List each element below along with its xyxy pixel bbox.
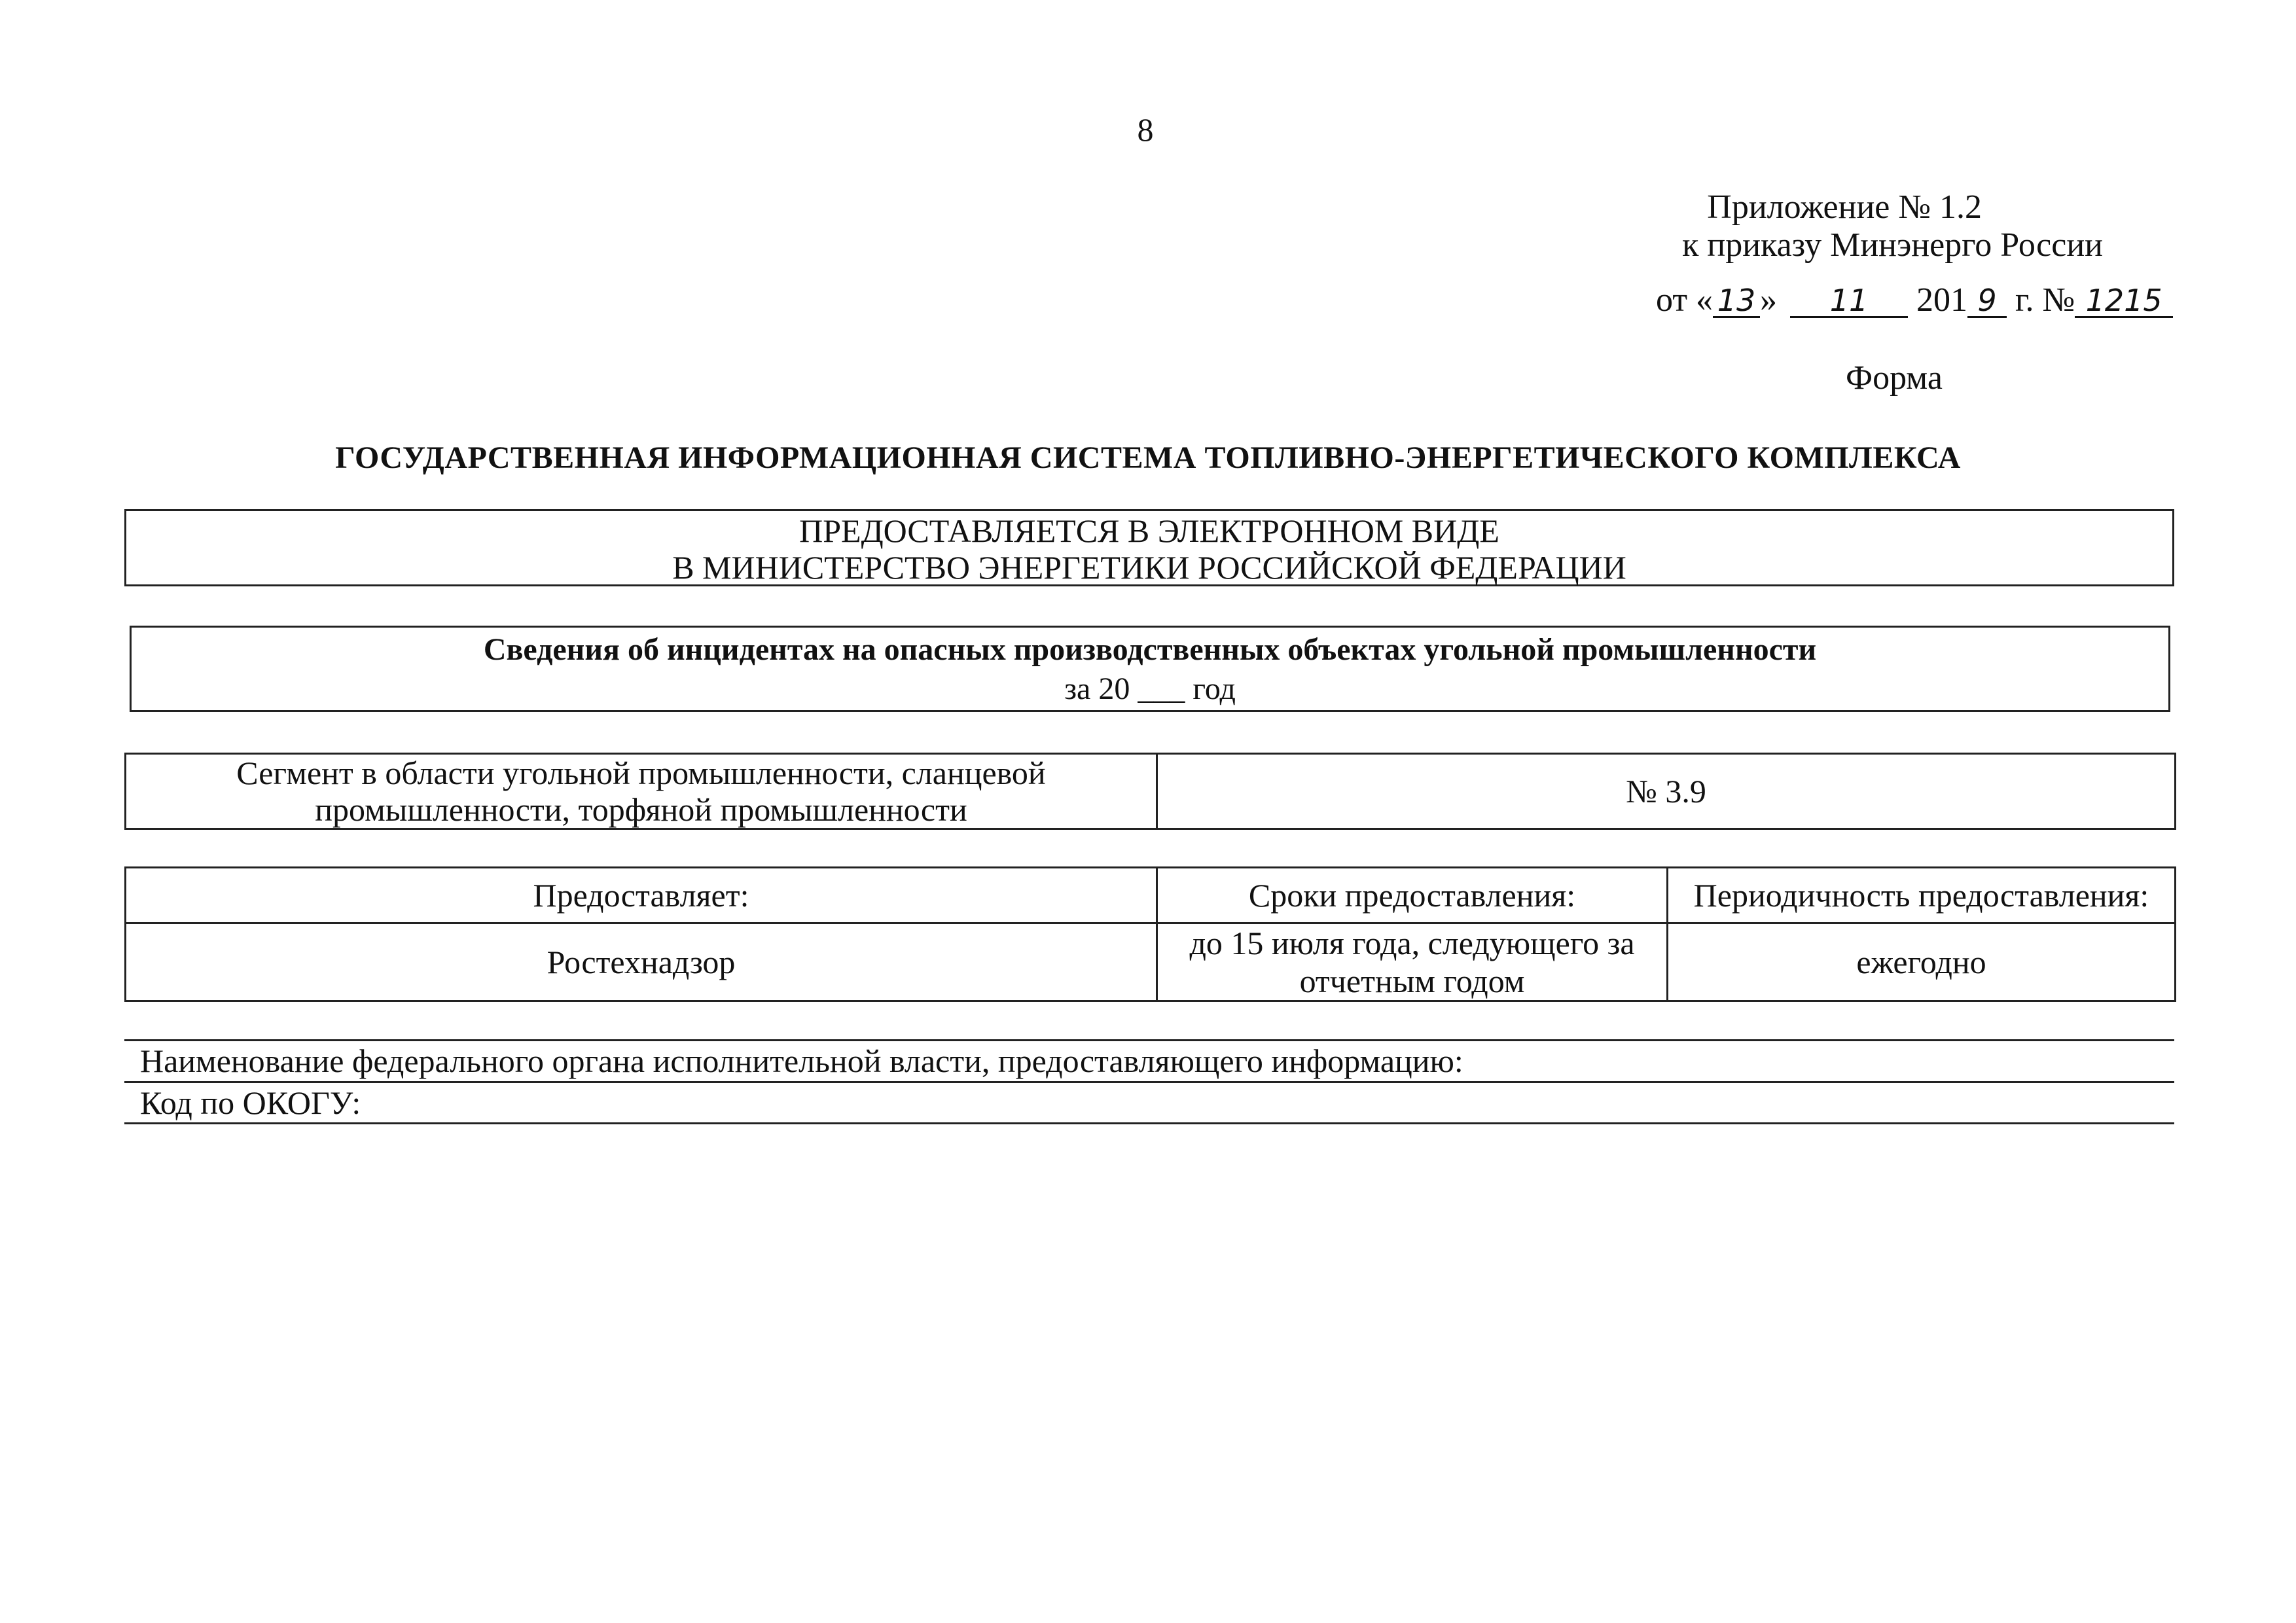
order-year-prefix: 201 xyxy=(1916,281,1968,319)
agency-name-label: Наименование федерального органа исполнительной власти, предоставляющего информацию: xyxy=(140,1043,1463,1079)
header-deadline: Сроки предоставления: xyxy=(1157,868,1668,923)
agency-name-field xyxy=(124,1039,2174,1082)
provision-table xyxy=(124,866,2176,1002)
page-number: 8 xyxy=(1137,111,1154,148)
form-label: Форма xyxy=(1846,359,1943,397)
order-quote-close: » xyxy=(1760,281,1778,319)
header-provider: Предоставляет: xyxy=(126,868,1157,923)
order-number-handwritten: 1215 xyxy=(2075,285,2173,318)
electronic-box-line1: ПРЕДОСТАВЛЯЕТСЯ В ЭЛЕКТРОННОМ ВИДЕ xyxy=(799,512,1499,549)
order-day-handwritten: 13 xyxy=(1713,285,1760,318)
main-title: ГОСУДАРСТВЕННАЯ ИНФОРМАЦИОННАЯ СИСТЕМА ТОПЛИВНО-ЭНЕРГЕТИЧЕСКОГО КОМПЛЕКСА xyxy=(335,440,1961,475)
report-title-box xyxy=(130,626,2170,712)
okogu-code-field xyxy=(124,1081,2174,1124)
segment-number: № 3.9 xyxy=(1157,754,2176,829)
value-frequency: ежегодно xyxy=(1668,923,2176,1001)
electronic-box-line2: В МИНИСТЕРСТВО ЭНЕРГЕТИКИ РОССИЙСКОЙ ФЕДЕРАЦИИ xyxy=(672,549,1626,586)
header-frequency: Периодичность предоставления: xyxy=(1668,868,2176,923)
order-year-digit-handwritten: 9 xyxy=(1967,285,2007,318)
segment-table xyxy=(124,753,2176,830)
segment-label: Сегмент в области угольной промышленности, сланцевой промышленности, торфяной промышленности xyxy=(126,754,1157,829)
order-prefix: от « xyxy=(1656,281,1713,319)
appendix-number: Приложение № 1.2 xyxy=(1707,188,1982,226)
appendix-header xyxy=(1498,188,2178,264)
report-period: за 20 ___ год xyxy=(1064,671,1236,706)
electronic-submission-box xyxy=(124,509,2174,586)
okogu-label: Код по ОКОГУ: xyxy=(140,1084,361,1121)
order-month-handwritten: 11 xyxy=(1790,285,1908,318)
appendix-order-ref: к приказу Минэнерго России xyxy=(1682,226,2103,264)
value-deadline: до 15 июля года, следующего за отчетным годом xyxy=(1157,923,1668,1001)
order-date-line xyxy=(1656,281,2173,319)
report-title: Сведения об инцидентах на опасных производственных объектах угольной промышленности xyxy=(483,632,1817,667)
value-provider: Ростехнадзор xyxy=(126,923,1157,1001)
order-year-suffix: г. № xyxy=(2015,281,2075,319)
